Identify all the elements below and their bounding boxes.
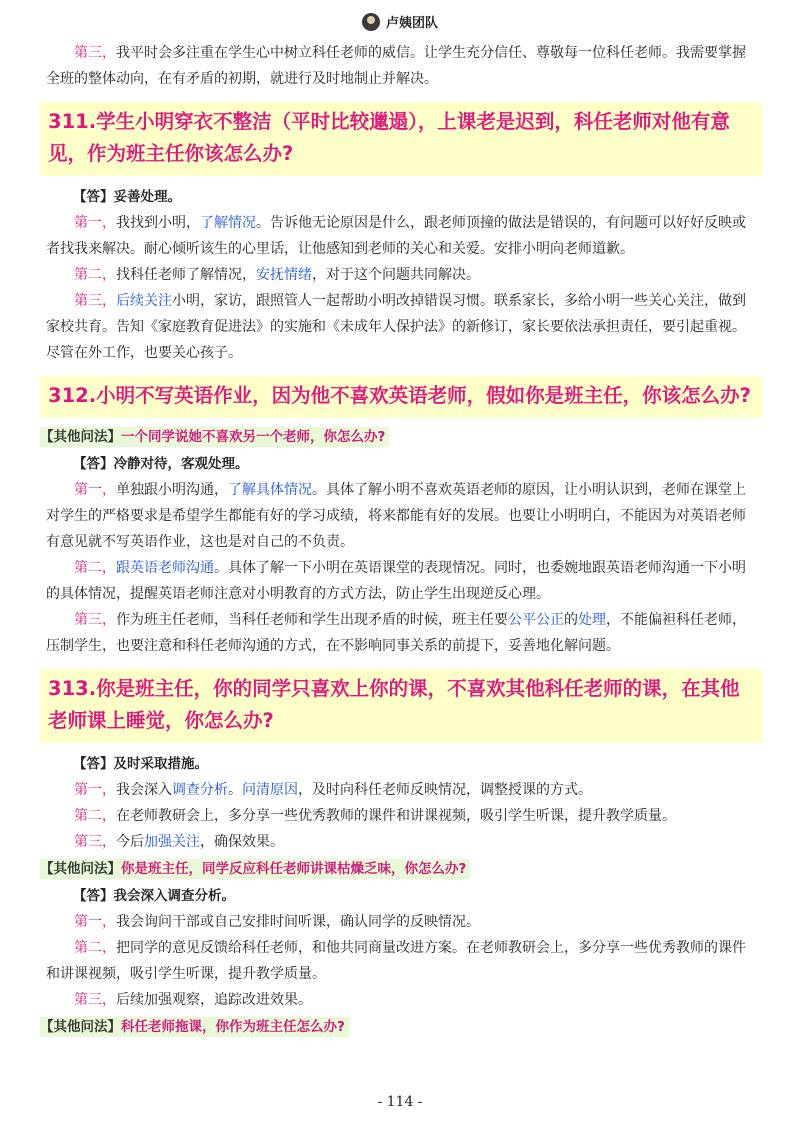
keyword-highlight: 加强关注 bbox=[144, 834, 200, 850]
q312-point-3: 第三，作为班主任老师，当科任老师和学生出现矛盾的时候，班主任要公平公正的处理，不能偏袒科任老师，压制学生，也要注意和科任老师沟通的方式，在不影响同事关系的前提下，妥善地化解问题。 bbox=[46, 612, 746, 654]
q313-point-1: 第一，我会深入调查分析。问清原因，及时向科任老师反映情况，调整授课的方式。 bbox=[74, 782, 592, 798]
keyword-highlight: 调查分析 bbox=[172, 782, 228, 798]
q311-point-1: 第一，我找到小明，了解情况。告诉他无论原因是什么，跟老师顶撞的做法是错误的，有问题可以好好反映或者找我来解决。耐心倾听该生的心里话，让他感知到老师的关心和关爱。安排小明向老师道歉。 bbox=[46, 215, 746, 257]
brand-name: 卢姨团队 bbox=[385, 16, 438, 31]
page-header bbox=[0, 12, 800, 31]
q313-other-point-1: 第一，我会询问干部或自己安排时间听课，确认同学的反映情况。 bbox=[74, 914, 480, 930]
q311-point-3: 第三，后续关注小明，家访，跟照管人一起帮助小明改掉错误习惯。联系家长，多给小明一些关心关注，做到家校共育。告知《家庭教育促进法》的实施和《未成年人保护法》的新修订，家长要依法承担责任，要引起重视。尽管在外工作，也要关心孩子。 bbox=[46, 293, 746, 361]
q313-point-2: 第二，在老师教研会上，多分享一些优秀教师的课件和讲课视频，吸引学生听课，提升教学质量。 bbox=[74, 808, 676, 824]
author-avatar bbox=[362, 13, 380, 31]
question-313-title: 313.你是班主任，你的同学只喜欢上你的课，不喜欢其他科任老师的课，在其他老师课上睡觉，你怎么办? bbox=[40, 669, 762, 743]
q311-point-2: 第二，找科任老师了解情况，安抚情绪，对于这个问题共同解决。 bbox=[74, 267, 480, 283]
question-311-title: 311.学生小明穿衣不整洁（平时比较邋遢），上课老是迟到，科任老师对他有意见，作为班主任你该怎么办? bbox=[40, 102, 762, 176]
q312-point-2: 第二，跟英语老师沟通。具体了解一下小明在英语课堂的表现情况。同时，也委婉地跟英语老师沟通一下小明的具体情况，提醒英语老师注意对小明教育的方式方法，防止学生出现逆反心理。 bbox=[46, 560, 746, 602]
q312-point-1: 第一，单独跟小明沟通，了解具体情况。具体了解小明不喜欢英语老师的原因，让小明认识到，老师在课堂上对学生的严格要求是希望学生都能有好的学习成绩，将来都能有好的发展。也要让小明明白，不能因为对英语老师有意见就不写英语作业，这也是对自己的不负责。 bbox=[46, 482, 746, 550]
q313-other-point-3: 第三，后续加强观察，追踪改进效果。 bbox=[74, 992, 312, 1008]
q313-other-point-2: 第二，把同学的意见反馈给科任老师，和他共同商量改进方案。在老师教研会上，多分享一些优秀教师的课件和讲课视频，吸引学生听课，提升教学质量。 bbox=[46, 940, 746, 982]
keyword-highlight: 了解具体情况 bbox=[228, 482, 312, 498]
page-number: - 114 - bbox=[377, 1094, 423, 1110]
keyword-highlight: 公平公正 bbox=[508, 612, 564, 628]
answer-313: 【答】及时采取措施。 bbox=[73, 756, 208, 772]
keyword-highlight: 问清原因 bbox=[242, 782, 298, 798]
page-content bbox=[40, 40, 756, 1041]
keyword-highlight: 了解情况 bbox=[200, 215, 256, 231]
answer-312: 【答】冷静对待，客观处理。 bbox=[73, 456, 249, 472]
keyword-highlight: 安抚情绪 bbox=[256, 267, 312, 283]
answer-311: 【答】妥善处理。 bbox=[73, 189, 181, 205]
q313-point-3: 第三，今后加强关注，确保效果。 bbox=[74, 834, 284, 850]
q312-other-question: 【其他问法】一个同学说她不喜欢另一个老师，你怎么办? bbox=[40, 426, 756, 448]
question-312-title: 312.小明不写英语作业，因为他不喜欢英语老师，假如你是班主任，你该怎么办? bbox=[40, 376, 762, 418]
intro-paragraph: 第三，我平时会多注重在学生心中树立科任老师的威信。让学生充分信任、尊敬每一位科任老师。我需要掌握全班的整体动向，在有矛盾的初期，就进行及时地制止并解决。 bbox=[46, 45, 746, 87]
q313-other-question-1: 【其他问法】你是班主任，同学反应科任老师讲课枯燥乏味，你怎么办? bbox=[40, 858, 756, 880]
keyword-highlight: 后续关注 bbox=[116, 293, 172, 309]
point-lead: 第三， bbox=[74, 45, 116, 61]
keyword-highlight: 处理 bbox=[578, 612, 606, 628]
answer-313-other-1: 【答】我会深入调查分析。 bbox=[73, 888, 235, 904]
keyword-highlight: 跟英语老师沟通 bbox=[116, 560, 214, 576]
q313-other-question-2: 【其他问法】科任老师拖课，你作为班主任怎么办? bbox=[40, 1016, 756, 1038]
